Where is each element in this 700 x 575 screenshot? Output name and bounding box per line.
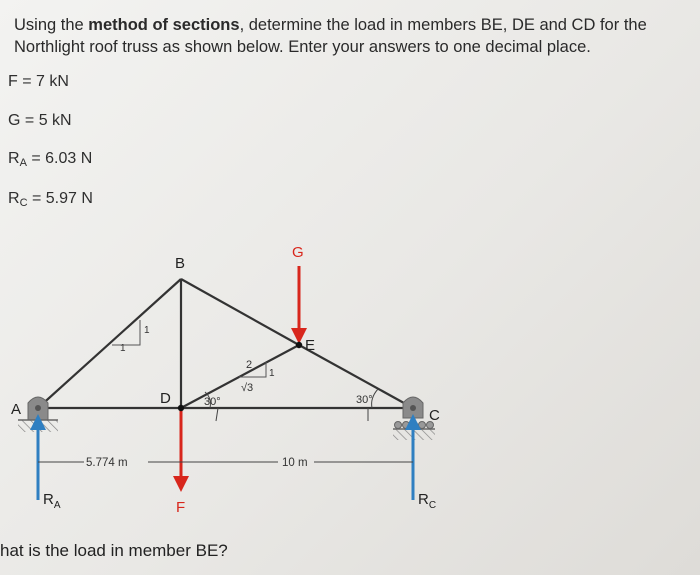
dim-right: 10 m xyxy=(282,457,308,469)
reaction-arrow-A xyxy=(30,414,46,500)
reaction-arrow-C xyxy=(405,414,421,500)
dim-left: 5.774 m xyxy=(86,457,128,469)
question-bold: method of sections xyxy=(88,16,240,34)
node-C-label: C xyxy=(429,407,440,424)
angle-right: 30° xyxy=(356,394,373,406)
given-RA: $R_A = 6.03$ N xyxy=(8,150,93,169)
slope-mid-h: 2 xyxy=(246,359,253,371)
question-pre: Using the xyxy=(14,16,89,34)
reaction-A-label: $R_A$ xyxy=(43,491,61,511)
joint-E xyxy=(296,342,302,348)
slope-left-h: 1 xyxy=(120,343,126,354)
member-AB xyxy=(38,279,181,408)
angle-mid: 30° xyxy=(204,396,221,408)
reaction-C-label: $R_C$ xyxy=(418,491,437,511)
node-B-label: B xyxy=(175,255,186,272)
question-post: , determine the load in members BE, DE and CD for the Northlight roof truss as shown below. Enter your answers to one decimal place. xyxy=(14,16,647,56)
load-G-label: G xyxy=(292,244,304,261)
node-A-label: A xyxy=(11,401,22,418)
load-F-label: F xyxy=(176,499,186,516)
slope-mid-root: √3 xyxy=(241,382,254,394)
given-RC: $R_C = 5.97$ N xyxy=(8,190,93,209)
slope-left-v: 1 xyxy=(144,325,150,336)
slope-triangle-left xyxy=(112,320,140,345)
given-F: F = 7 kN xyxy=(8,73,69,90)
question-prompt: hat is the load in member BE? xyxy=(0,541,228,560)
section-cut-mid xyxy=(216,408,218,421)
node-E-label: E xyxy=(305,337,316,354)
joint-D xyxy=(178,405,184,411)
given-G: G = 5 kN xyxy=(8,112,72,129)
node-D-label: D xyxy=(160,390,171,407)
load-arrow-G xyxy=(291,266,307,344)
load-arrow-F xyxy=(173,408,189,492)
member-BE xyxy=(181,279,299,345)
truss-members xyxy=(38,279,413,408)
slope-mid-v: 1 xyxy=(269,368,275,379)
